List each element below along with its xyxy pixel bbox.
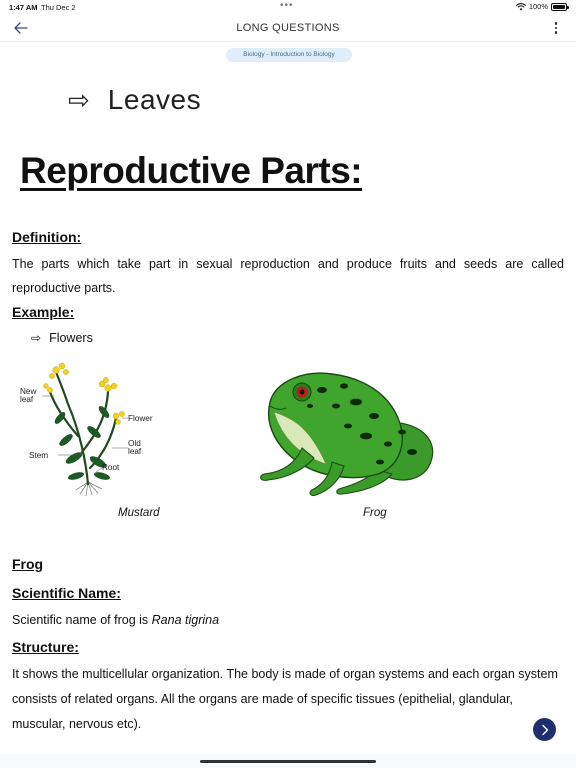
status-bar	[0, 0, 576, 14]
frog-caption: Frog	[363, 507, 387, 519]
arrow-right-outline-icon: ⇨	[68, 84, 90, 115]
frog-image	[252, 366, 442, 500]
mustard-caption: Mustard	[118, 507, 160, 519]
example-heading: Example:	[12, 304, 75, 320]
label-new-leaf-1: New	[20, 387, 37, 396]
more-menu-button[interactable]	[552, 20, 560, 36]
label-new-leaf-2: leaf	[20, 395, 34, 404]
page-title: LONG QUESTIONS	[236, 22, 340, 34]
label-flower: Flower	[128, 414, 153, 423]
chevron-right-icon	[540, 724, 550, 736]
definition-heading: Definition:	[12, 229, 82, 245]
status-right	[516, 2, 567, 11]
scientific-name-value: Rana tigrina	[151, 613, 220, 627]
frog-heading: Frog	[12, 556, 44, 572]
home-indicator[interactable]	[200, 760, 376, 763]
leaves-text: Leaves	[107, 84, 202, 115]
mustard-plant-image	[16, 352, 166, 502]
scientific-name-text	[12, 613, 219, 627]
more-vertical-icon	[555, 22, 558, 25]
nav-bar	[0, 14, 576, 42]
arrow-right-outline-icon: ⇨	[31, 331, 42, 345]
multitask-dots[interactable]: •••	[280, 0, 294, 11]
breadcrumb: Biology - Introduction to Biology	[226, 48, 352, 62]
battery-icon	[551, 3, 567, 11]
label-old-leaf-1: Old	[128, 439, 141, 448]
scientific-name-heading: Scientific Name:	[12, 585, 121, 601]
definition-text: The parts which take part in sexual reproduction and produce fruits and seeds are called reproductive parts.	[12, 257, 564, 295]
label-old-leaf-2: leaf	[128, 447, 142, 456]
flowers-text: Flowers	[49, 331, 93, 345]
leaves-row	[68, 84, 201, 116]
label-root: Root	[102, 463, 120, 472]
battery-percent: 100%	[528, 2, 548, 11]
label-stem: Stem	[29, 451, 49, 460]
structure-heading: Structure:	[12, 639, 79, 655]
reproductive-parts-heading: Reproductive Parts:	[20, 150, 363, 191]
status-time: 1:47 AM	[9, 3, 38, 12]
wifi-icon	[516, 3, 526, 11]
flowers-item	[31, 331, 93, 345]
status-date: Thu Dec 2	[41, 3, 76, 12]
scientific-name-prefix: Scientific name of frog is	[12, 613, 152, 627]
next-page-button[interactable]	[533, 718, 556, 741]
structure-text: It shows the multicellular organization. The body is made of organ systems and each organ system consists of related organs. All the organs are made of specific tissues (epithelial, glandular, muscular, nervous etc).	[12, 667, 558, 731]
